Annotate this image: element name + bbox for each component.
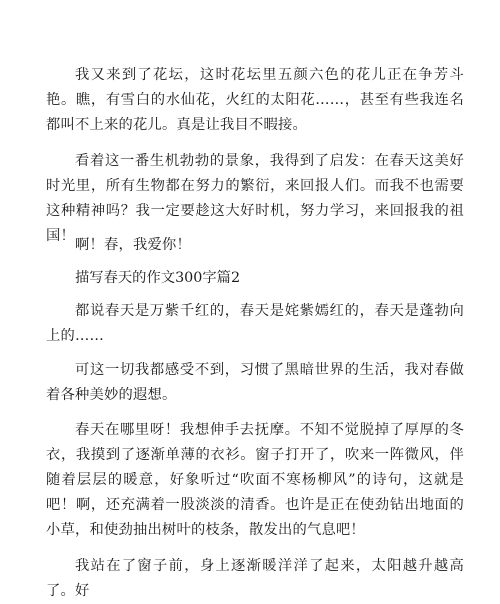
section-heading: 描写春天的作文300字篇2	[75, 270, 241, 286]
paragraph-darkness: 可这一切我都感受不到，习惯了黑暗世界的生活，我对春做着各种美妙的遐想。	[46, 362, 464, 403]
paragraph-flower-bed: 我又来到了花坛，这时花坛里五颜六色的花儿正在争芳斗艳。瞧，有雪白的水仙花，火红的太阳花……，甚至有些我连名都叫不上来的花儿。真是让我目不暇接。	[46, 67, 464, 133]
paragraph-spring-colors: 都说春天是万紫千红的，春天是姹紫嫣红的，春天是蓬勃向上的……	[46, 303, 464, 344]
paragraph-where-is-spring: 春天在哪里呀！我想伸手去抚摩。不知不觉脱掉了厚厚的冬衣，我摸到了逐渐单薄的衣衫。窗子打开了，吹来一阵微风，伴随着层层的暖意，好象听过“吹面不寒杨柳风”的诗句，这就是吧！啊，还充满着一股淡淡的清香。也许是正在使劲钻出地面的小草，和使劲抽出树叶的枝条，散发出的气息吧！	[46, 422, 464, 538]
paragraph-by-window: 我站在了窗子前，身上逐渐暖洋洋了起来，太阳越升越高了。好	[46, 558, 464, 599]
paragraph-inspiration: 看着这一番生机勃勃的景象，我得到了启发：在春天这美好时光里，所有生物都在努力的繁衍，来回报人们。而我不也需要这种精神吗？我一定要趁这大好时机，努力学习，来回报我的祖国！	[46, 153, 464, 244]
paragraph-exclamation: 啊！春，我爱你！	[75, 237, 191, 253]
